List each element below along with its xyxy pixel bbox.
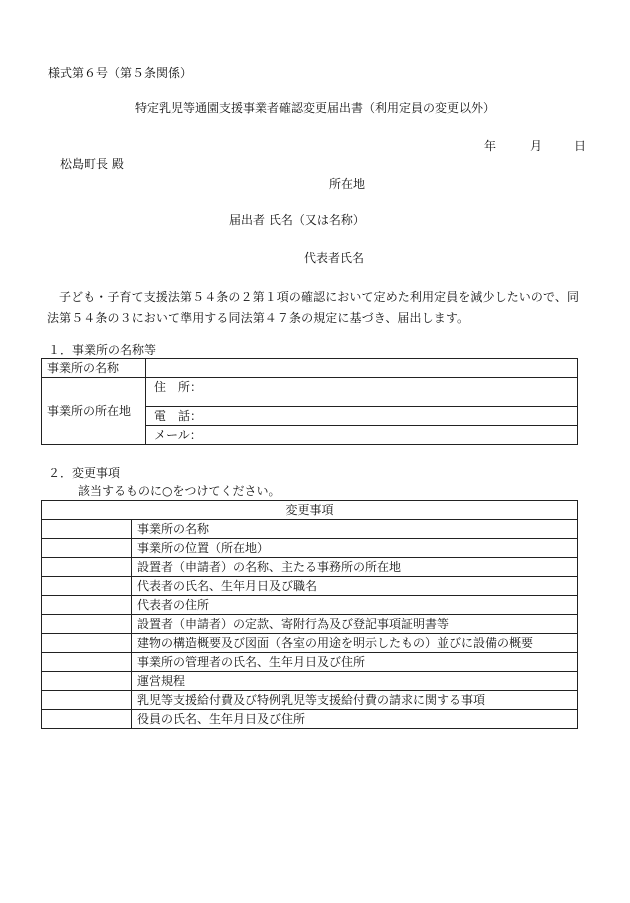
body-text: 子ども・子育て支援法第５４条の２第１項の確認において定めた利用定員を減少したいので、同法第５４条の３において準用する同法第４７条の規定に基づき、届出します。 [47, 290, 580, 325]
change-item-row [42, 672, 578, 691]
change-item-label: 建物の構造概要及び図面（各室の用途を明示したもの）並びに設備の概要 [132, 634, 578, 653]
change-items-table [41, 500, 578, 729]
change-item-row [42, 615, 578, 634]
section2-title: ２．変更事項 [48, 466, 121, 480]
change-item-mark-cell[interactable] [42, 710, 132, 729]
change-item-label: 役員の氏名、生年月日及び住所 [132, 710, 578, 729]
change-item-mark-cell[interactable] [42, 672, 132, 691]
date-line [484, 139, 586, 153]
change-item-row [42, 691, 578, 710]
change-item-mark-cell[interactable] [42, 596, 132, 615]
change-items-header: 変更事項 [42, 501, 578, 520]
change-item-row [42, 596, 578, 615]
office-location-label: 事業所の所在地 [42, 378, 146, 445]
document-title: 特定乳児等通園支援事業者確認変更届出書（利用定員の変更以外） [134, 101, 495, 115]
change-item-label: 設置者（申請者）の名称、主たる事務所の所在地 [132, 558, 578, 577]
change-item-label: 運営規程 [132, 672, 578, 691]
change-item-row [42, 558, 578, 577]
date-month: 月 [530, 139, 543, 153]
change-item-label: 代表者の氏名、生年月日及び職名 [132, 577, 578, 596]
change-item-mark-cell[interactable] [42, 653, 132, 672]
addressee: 松島町長 殿 [60, 157, 124, 171]
change-item-label: 乳児等支援給付費及び特例乳児等支援給付費の請求に関する事項 [132, 691, 578, 710]
notifier-label: 届出者 氏名（又は名称） [229, 213, 365, 227]
address-field[interactable]: 住 所： [146, 378, 578, 407]
office-name-label: 事業所の名称 [42, 359, 146, 378]
change-item-label: 設置者（申請者）の定款、寄附行為及び登記事項証明書等 [132, 615, 578, 634]
change-item-row [42, 577, 578, 596]
change-item-row [42, 539, 578, 558]
form-number: 様式第６号（第５条関係） [48, 66, 193, 80]
change-item-mark-cell[interactable] [42, 615, 132, 634]
date-day: 日 [574, 139, 587, 153]
address-label: 所在地 [329, 177, 366, 191]
change-item-row [42, 653, 578, 672]
change-item-mark-cell[interactable] [42, 691, 132, 710]
phone-field[interactable]: 電 話： [146, 407, 578, 426]
change-item-label: 事業所の名称 [132, 520, 578, 539]
office-name-field[interactable] [146, 359, 578, 378]
representative-label: 代表者氏名 [304, 251, 365, 265]
office-info-table [41, 358, 578, 445]
section2-note: 該当するものに○をつけてください。 [78, 484, 281, 498]
change-item-label: 事業所の管理者の氏名、生年月日及び住所 [132, 653, 578, 672]
change-item-mark-cell[interactable] [42, 577, 132, 596]
change-item-row [42, 710, 578, 729]
date-year: 年 [484, 139, 497, 153]
change-item-row [42, 520, 578, 539]
change-item-mark-cell[interactable] [42, 539, 132, 558]
change-item-label: 代表者の住所 [132, 596, 578, 615]
section1-title: １．事業所の名称等 [48, 343, 157, 357]
change-item-mark-cell[interactable] [42, 520, 132, 539]
change-item-label: 事業所の位置（所在地） [132, 539, 578, 558]
email-field[interactable]: メール： [146, 426, 578, 445]
change-item-mark-cell[interactable] [42, 634, 132, 653]
change-item-mark-cell[interactable] [42, 558, 132, 577]
change-item-row [42, 634, 578, 653]
